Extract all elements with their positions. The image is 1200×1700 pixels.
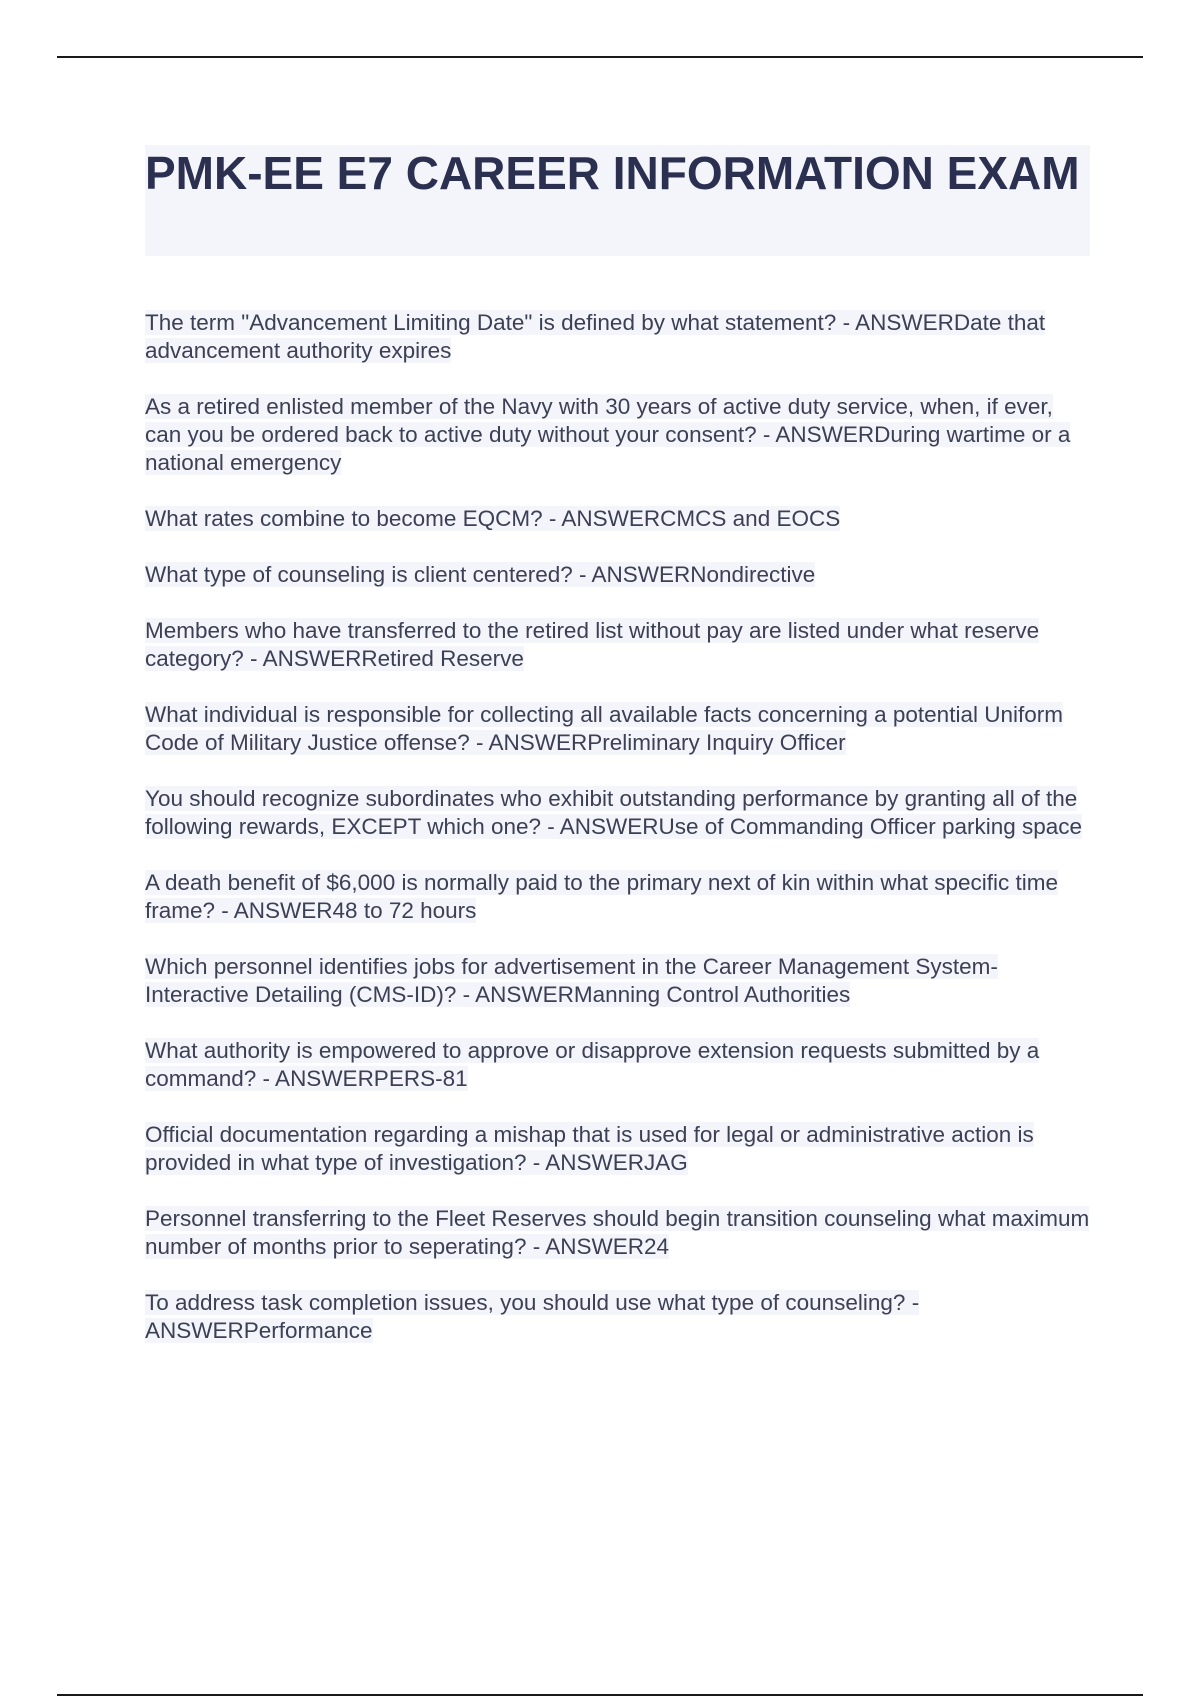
qa-item bbox=[145, 785, 1090, 841]
qa-list bbox=[145, 309, 1090, 1345]
qa-item bbox=[145, 309, 1090, 365]
qa-text: What type of counseling is client centered? - ANSWERNondirective bbox=[145, 562, 816, 587]
qa-item bbox=[145, 701, 1090, 757]
qa-text: What individual is responsible for collecting all available facts concerning a potential Uniform Code of Military Justice offense? - ANSWERPreliminary Inquiry Officer bbox=[145, 702, 1063, 755]
qa-item bbox=[145, 1205, 1090, 1261]
qa-text: You should recognize subordinates who exhibit outstanding performance by granting all of the following rewards, EXCEPT which one? - ANSWERUse of Commanding Officer parking space bbox=[145, 786, 1083, 839]
qa-text: Which personnel identifies jobs for advertisement in the Career Management System-Interactive Detailing (CMS-ID)? - ANSWERManning Control Authorities bbox=[145, 954, 998, 1007]
header-rule bbox=[57, 56, 1143, 58]
qa-text: To address task completion issues, you should use what type of counseling? - ANSWERPerformance bbox=[145, 1290, 920, 1343]
qa-text: Members who have transferred to the retired list without pay are listed under what reserve category? - ANSWERRetired Reserve bbox=[145, 618, 1040, 671]
title-block bbox=[145, 145, 1090, 256]
qa-text: As a retired enlisted member of the Navy with 30 years of active duty service, when, if ever, can you be ordered back to active duty without your consent? - ANSWERDuring wartime or a national emergency bbox=[145, 394, 1071, 475]
qa-item bbox=[145, 561, 1090, 589]
qa-text: What rates combine to become EQCM? - ANSWERCMCS and EOCS bbox=[145, 506, 841, 531]
qa-item bbox=[145, 869, 1090, 925]
footer-rule bbox=[57, 1694, 1143, 1696]
qa-item bbox=[145, 393, 1090, 477]
qa-text: Personnel transferring to the Fleet Reserves should begin transition counseling what maximum number of months prior to seperating? - ANSWER24 bbox=[145, 1206, 1090, 1259]
qa-text: Official documentation regarding a mishap that is used for legal or administrative action is provided in what type of investigation? - ANSWERJAG bbox=[145, 1122, 1034, 1175]
qa-text: What authority is empowered to approve or disapprove extension requests submitted by a command? - ANSWERPERS-81 bbox=[145, 1038, 1040, 1091]
document-body bbox=[145, 145, 1090, 1373]
qa-item bbox=[145, 1121, 1090, 1177]
page-title: PMK-EE E7 CAREER INFORMATION EXAM bbox=[145, 147, 1080, 199]
qa-item bbox=[145, 617, 1090, 673]
qa-text: The term "Advancement Limiting Date" is defined by what statement? - ANSWERDate that advancement authority expires bbox=[145, 310, 1046, 363]
qa-item bbox=[145, 1289, 1090, 1345]
qa-text: A death benefit of $6,000 is normally paid to the primary next of kin within what specific time frame? - ANSWER48 to 72 hours bbox=[145, 870, 1058, 923]
qa-item bbox=[145, 953, 1090, 1009]
qa-item bbox=[145, 1037, 1090, 1093]
qa-item bbox=[145, 505, 1090, 533]
